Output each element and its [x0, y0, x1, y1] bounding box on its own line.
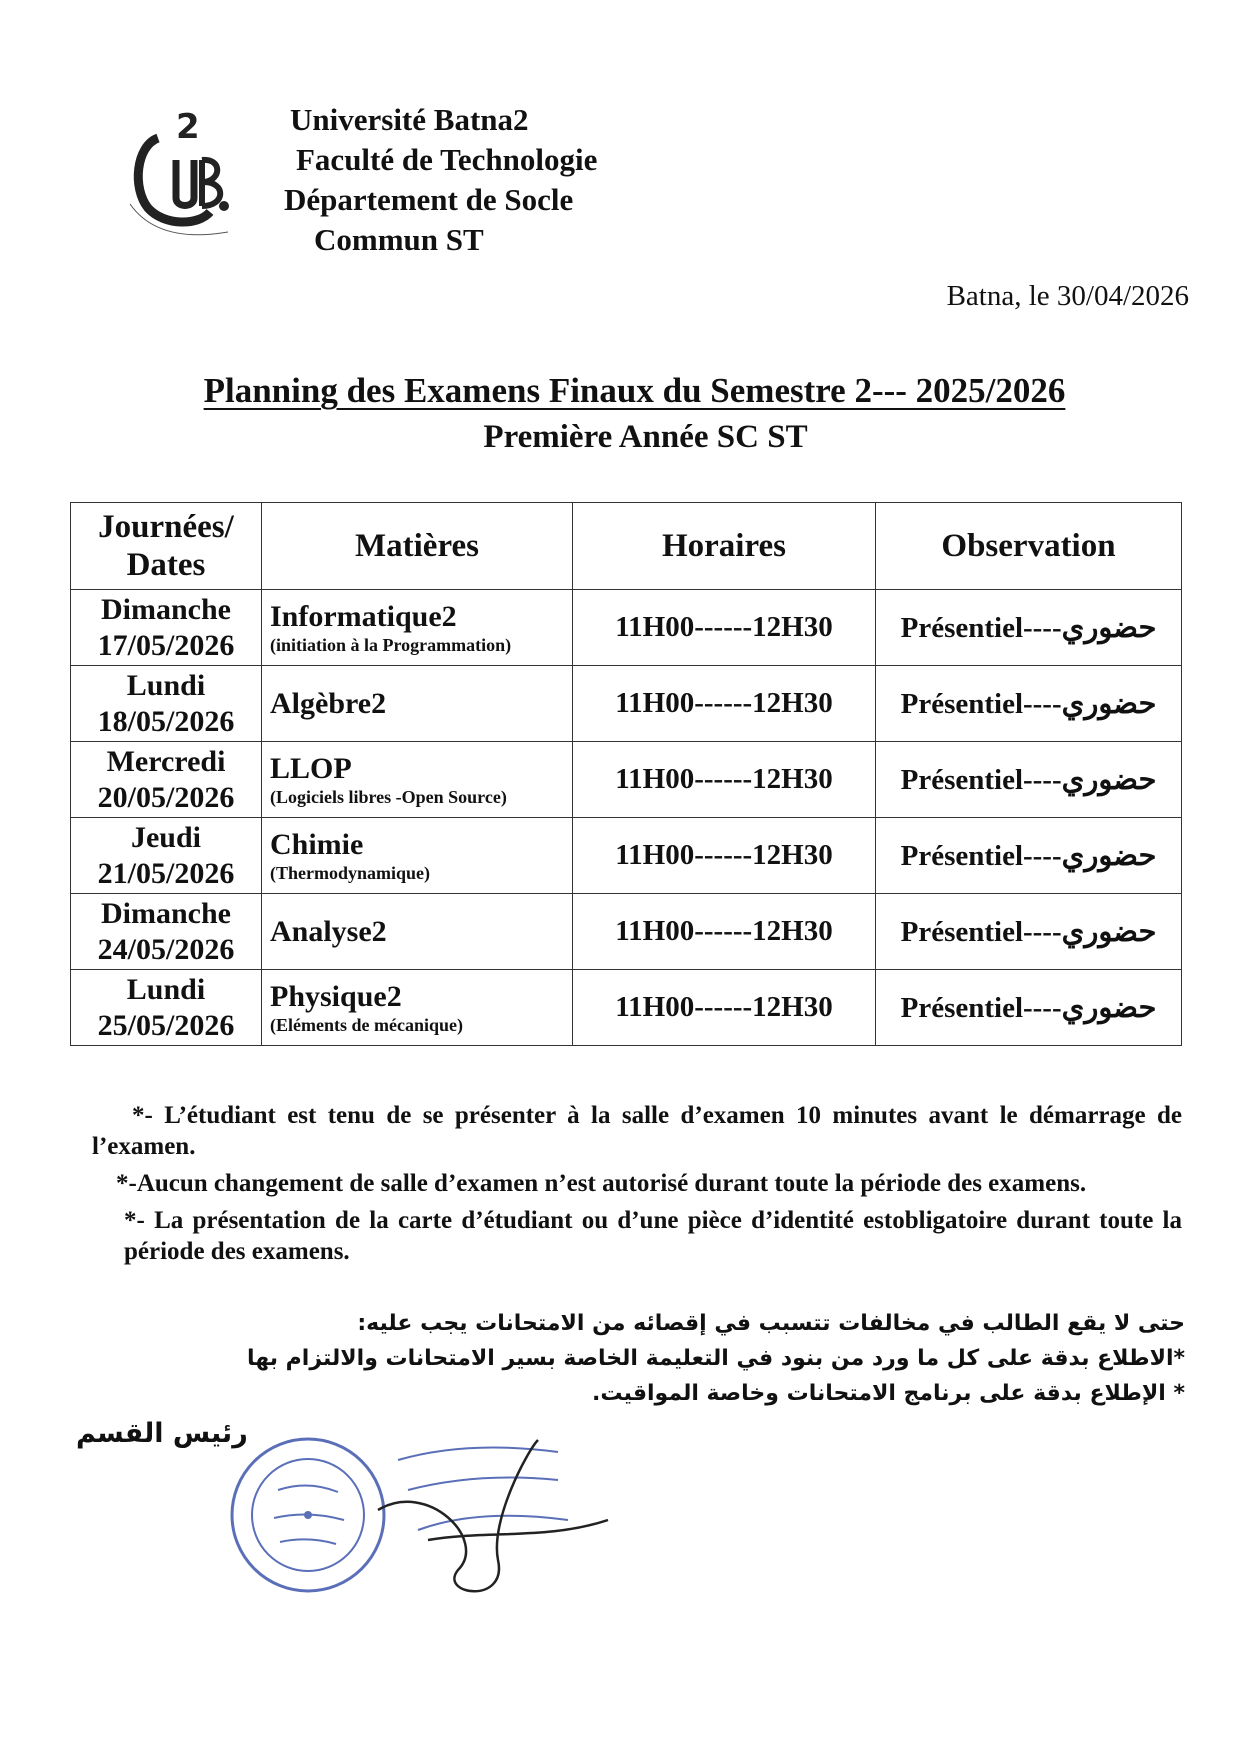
day-name: Lundi	[126, 972, 206, 1006]
table-row	[71, 666, 1182, 742]
time-cell: 11H00------12H30	[573, 818, 876, 894]
subject-detail: (Logiciels libres -Open Source)	[270, 786, 507, 807]
day-name: Mercredi	[106, 744, 226, 778]
table-row	[71, 894, 1182, 970]
day-cell	[71, 666, 262, 742]
observation-cell: Présentiel----حضوري	[876, 666, 1182, 742]
day-date: 21/05/2026	[97, 856, 235, 890]
title-line-2: Première Année SC ST	[483, 419, 808, 455]
subject-detail: (initiation à la Programmation)	[270, 634, 512, 655]
day-cell	[71, 894, 262, 970]
title-line-1: Planning des Examens Finaux du Semestre 2--- 2025/2026	[203, 371, 1066, 410]
day-name: Dimanche	[101, 592, 231, 626]
table-row	[71, 818, 1182, 894]
day-name: Jeudi	[130, 820, 202, 854]
official-stamp-signature	[228, 1420, 648, 1620]
time-cell: 11H00------12H30	[573, 590, 876, 666]
subject-name: LLOP	[270, 751, 352, 785]
time-cell: 11H00------12H30	[573, 970, 876, 1046]
exam-schedule-table	[70, 502, 1182, 1046]
subject-detail: (Eléments de mécanique)	[270, 1014, 463, 1035]
day-date: 17/05/2026	[97, 628, 235, 662]
subject-cell	[262, 818, 573, 894]
subject-name: Physique2	[270, 979, 402, 1013]
time-cell: 11H00------12H30	[573, 666, 876, 742]
arabic-line-2: *الاطلاع بدقة على كل ما ورد من بنود في التعليمة الخاصة بسير الامتحانات والالتزام بها	[246, 1346, 1185, 1371]
day-date: 24/05/2026	[97, 932, 235, 966]
subject-name: Analyse2	[270, 914, 387, 948]
time-cell: 11H00------12H30	[573, 742, 876, 818]
arabic-line-1: حتى لا يقع الطالب في مخالفات تتسبب في إقصائه من الامتحانات يجب عليه:	[357, 1311, 1185, 1336]
header-time: Horaires	[573, 503, 876, 590]
subject-name: Informatique2	[270, 599, 457, 633]
subject-name: Algèbre2	[270, 686, 387, 720]
arabic-instructions	[85, 1306, 1185, 1411]
day-date: 18/05/2026	[97, 704, 235, 738]
faculty-name: Faculté de Technologie	[296, 142, 598, 177]
arabic-line-3: * الإطلاع بدقة على برنامج الامتحانات وخاصة المواقيت.	[591, 1381, 1185, 1406]
subject-cell	[262, 894, 573, 970]
time-cell: 11H00------12H30	[573, 894, 876, 970]
observation-cell: Présentiel----حضوري	[876, 894, 1182, 970]
department-name-2: Commun ST	[314, 222, 484, 257]
day-cell	[71, 742, 262, 818]
observation-cell: Présentiel----حضوري	[876, 818, 1182, 894]
subject-cell	[262, 666, 573, 742]
table-row	[71, 590, 1182, 666]
university-logo	[118, 108, 256, 248]
subject-cell	[262, 590, 573, 666]
observation-cell: Présentiel----حضوري	[876, 970, 1182, 1046]
header-day: Journées/ Dates	[71, 503, 262, 590]
subject-cell	[262, 970, 573, 1046]
table-row	[71, 970, 1182, 1046]
day-cell	[71, 818, 262, 894]
observation-cell: Présentiel----حضوري	[876, 590, 1182, 666]
subject-cell	[262, 742, 573, 818]
day-date: 25/05/2026	[97, 1008, 235, 1042]
subject-name: Chimie	[270, 827, 364, 861]
table-row	[71, 742, 1182, 818]
document-title	[0, 368, 1241, 460]
day-date: 20/05/2026	[97, 780, 235, 814]
day-name: Lundi	[126, 668, 206, 702]
day-cell	[71, 590, 262, 666]
exam-instructions	[92, 1100, 1182, 1273]
header-observation: Observation	[876, 503, 1182, 590]
university-name: Université Batna2	[290, 102, 529, 137]
day-cell	[71, 970, 262, 1046]
day-name: Dimanche	[101, 896, 231, 930]
institution-header	[284, 100, 598, 260]
svg-text:2: 2	[176, 108, 200, 147]
table-header-row	[71, 503, 1182, 590]
instruction-3: *- La présentation de la carte d’étudiant ou d’une pièce d’identité estobligatoire durant toute la période des examens.	[124, 1207, 1182, 1265]
department-name: Département de Socle	[284, 182, 574, 217]
instruction-2: *-Aucun changement de salle d’examen n’est autorisé durant toute la période des examens.	[116, 1170, 1087, 1197]
document-date: Batna, le 30/04/2026	[946, 280, 1189, 312]
header-subject: Matières	[262, 503, 573, 590]
observation-cell: Présentiel----حضوري	[876, 742, 1182, 818]
instruction-1: *- L’étudiant est tenu de se présenter à la salle d’examen 10 minutes avant le démarrage de l’examen.	[92, 1102, 1182, 1160]
subject-detail: (Thermodynamique)	[270, 862, 431, 883]
signatory-title: رئيس القسم	[76, 1418, 248, 1449]
